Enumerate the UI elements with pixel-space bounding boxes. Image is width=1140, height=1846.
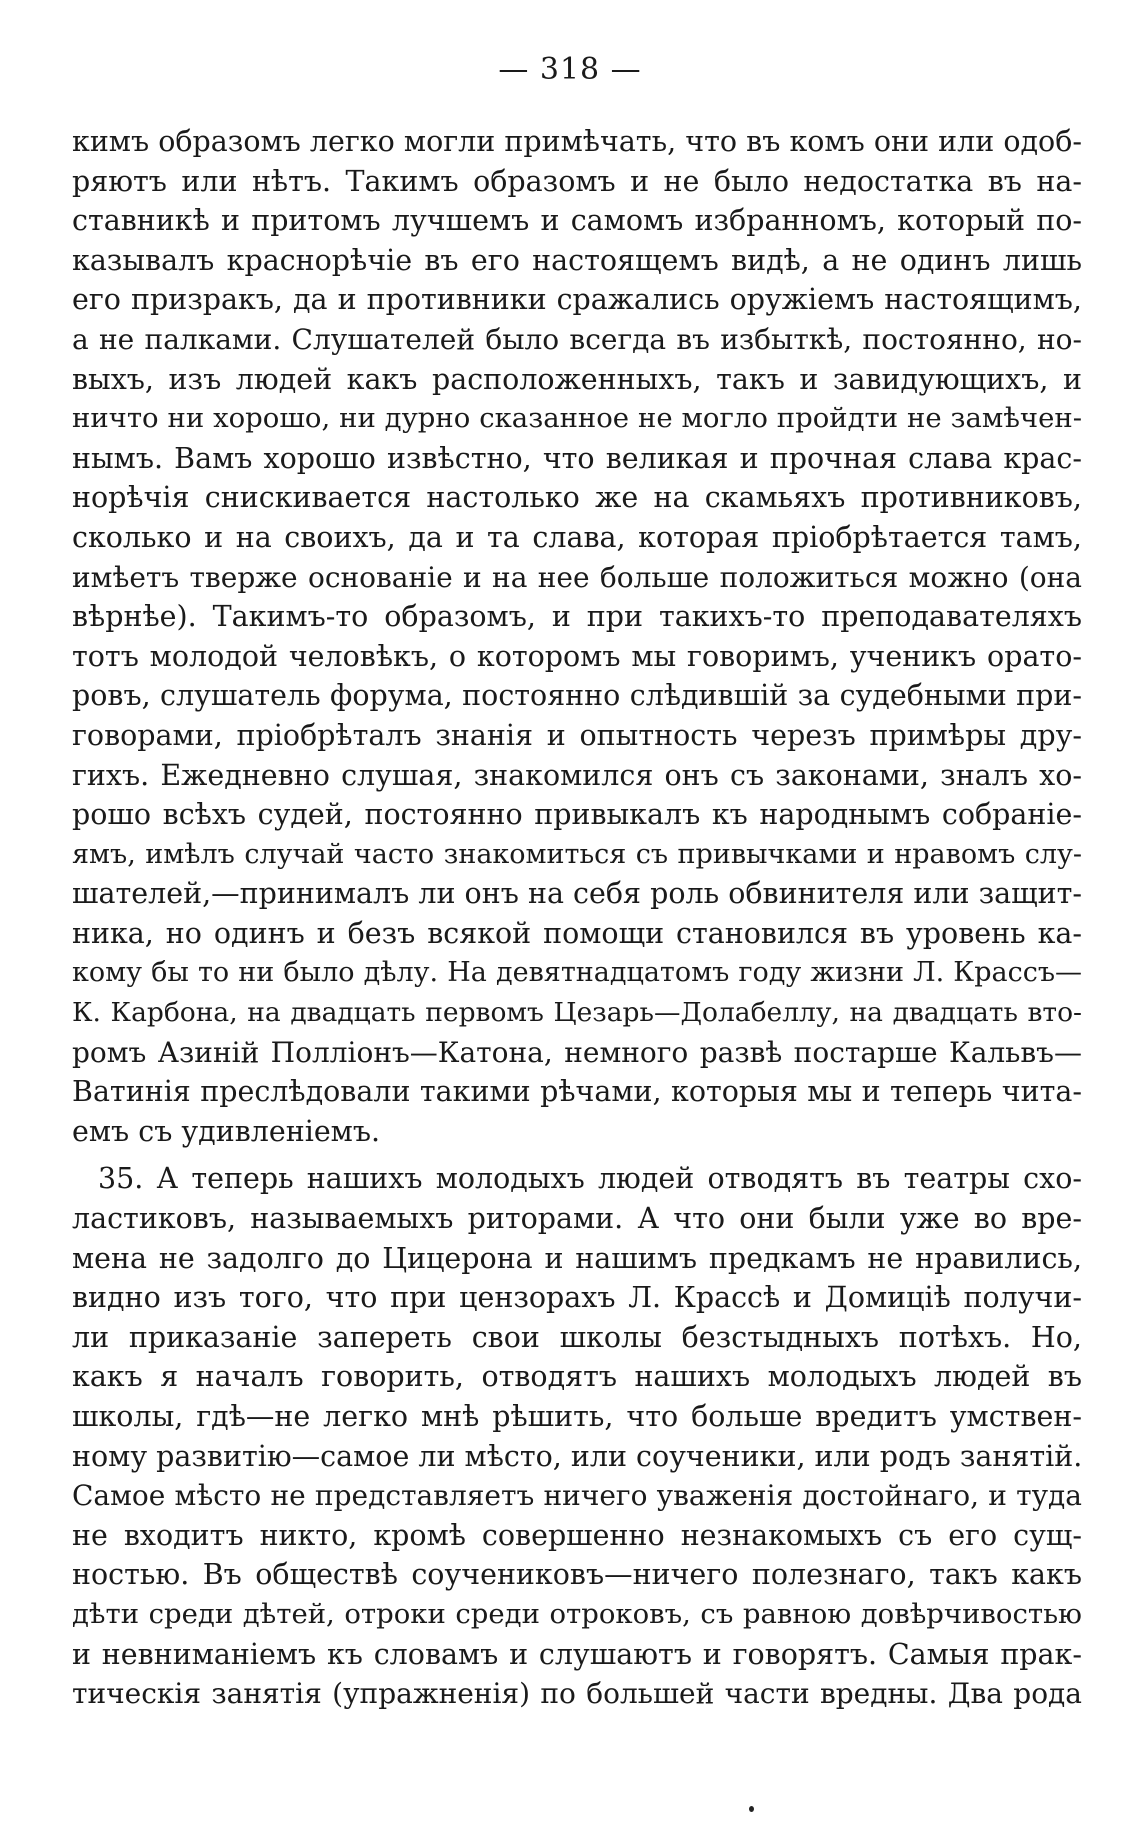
text-line: ровъ, слушатель форума, постоянно слѣдившій за судебными при- — [72, 679, 1082, 713]
text-line: дѣти среди дѣтей, отроки среди отроковъ, съ равною довѣрчивостью — [72, 1597, 1082, 1630]
text-line: выхъ, изъ людей какъ расположенныхъ, такъ и завидующихъ, и — [72, 362, 1082, 396]
text-line: ставникѣ и притомъ лучшемъ и самомъ избранномъ, который по- — [72, 204, 1082, 238]
paragraph-2 — [72, 1159, 1082, 1713]
text-line: ностью. Въ обществѣ соучениковъ—ничего полезнаго, такъ какъ — [72, 1558, 1082, 1592]
paragraph-gap — [72, 1151, 1082, 1159]
text-line: какъ я началъ говорить, отводятъ нашихъ молодыхъ людей въ — [72, 1360, 1082, 1394]
paragraph-1 — [72, 122, 1082, 1151]
text-line: гихъ. Ежедневно слушая, знакомился онъ съ законами, зналъ хо- — [72, 758, 1082, 792]
text-line: вѣрнѣе). Такимъ-то образомъ, и при такихъ-то преподавателяхъ — [72, 600, 1082, 634]
text-line: сколько и на своихъ, да и та слава, которая пріобрѣтается тамъ, — [72, 520, 1082, 554]
text-line: не входитъ никто, кромѣ совершенно незнакомыхъ съ его сущ- — [72, 1518, 1082, 1552]
text-line: говорами, пріобрѣталъ знанія и опытность черезъ примѣры дру- — [72, 718, 1082, 752]
text-line: кому бы то ни было дѣлу. На девятнадцатомъ году жизни Л. Крассъ— — [72, 957, 1082, 989]
text-line: шателей,—принималъ ли онъ на себя роль обвинителя или защит- — [72, 877, 1082, 911]
text-line: ному развитію—самое ли мѣсто, или соученики, или родъ занятій. — [72, 1439, 1082, 1473]
text-line: К. Карбона, на двадцать первомъ Цезарь—Долабеллу, на двадцать вто- — [72, 997, 1082, 1029]
text-line: рошо всѣхъ судей, постоянно привыкалъ къ народнымъ собраніе- — [72, 798, 1082, 832]
page-text — [72, 122, 1082, 1714]
text-line: тическія занятія (упражненія) по большей части вредны. Два рода — [72, 1677, 1082, 1711]
ink-speck — [749, 1806, 754, 1812]
text-line: ничто ни хорошо, ни дурно сказанное не могло пройдти не замѣчен- — [72, 402, 1082, 435]
text-line: ромъ Азиній Полліонъ—Катона, немного развѣ постарше Кальвъ— — [72, 1035, 1082, 1069]
text-line: нымъ. Вамъ хорошо извѣстно, что великая и прочная слава крас- — [72, 441, 1082, 475]
text-line: Самое мѣсто не представляетъ ничего уваженія достойнаго, и туда — [72, 1479, 1082, 1513]
text-line: ника, но одинъ и безъ всякой помощи становился въ уровень ка- — [72, 916, 1082, 950]
text-line: его призракъ, да и противники сражались оружіемъ настоящимъ, — [72, 283, 1082, 317]
text-line: школы, гдѣ—не легко мнѣ рѣшить, что больше вредитъ умствен- — [72, 1400, 1082, 1433]
text-line: мена не задолго до Цицерона и нашимъ предкамъ не нравились, — [72, 1241, 1082, 1275]
text-line: емъ съ удивленіемъ. — [72, 1114, 381, 1148]
text-line: видно изъ того, что при цензорахъ Л. Крассѣ и Домиціѣ получи- — [72, 1281, 1082, 1315]
text-line: ли приказаніе запереть свои школы безстыдныхъ потѣхъ. Но, — [72, 1320, 1082, 1354]
text-line: казывалъ краснорѣчіе въ его настоящемъ видѣ, а не одинъ лишь — [72, 243, 1082, 277]
text-line: ямъ, имѣлъ случай часто знакомиться съ привычками и нравомъ слу- — [72, 838, 1082, 870]
text-line: ряютъ или нѣтъ. Такимъ образомъ и не было недостатка въ на- — [72, 164, 1082, 198]
text-line: 35. А теперь нашихъ молодыхъ людей отводятъ въ театры схо- — [98, 1162, 1082, 1196]
text-line: имѣетъ тверже основаніе и на нее больше положиться можно (она — [72, 560, 1082, 594]
page-number: — 318 — — [498, 52, 642, 87]
text-line: и невниманіемъ къ словамъ и слушаютъ и говорятъ. Самыя прак- — [72, 1637, 1082, 1671]
text-line: ластиковъ, называемыхъ риторами. А что они были уже во вре- — [72, 1202, 1082, 1236]
text-line: тотъ молодой человѣкъ, о которомъ мы говоримъ, ученикъ орато- — [72, 639, 1082, 673]
text-line: норѣчія снискивается настолько же на скамьяхъ противниковъ, — [72, 481, 1082, 515]
text-line: Ватинія преслѣдовали такими рѣчами, которыя мы и теперь чита- — [72, 1075, 1082, 1109]
text-line: а не палками. Слушателей было всегда въ избыткѣ, постоянно, но- — [72, 322, 1082, 356]
text-line: кимъ образомъ легко могли примѣчать, что въ комъ они или одоб- — [72, 125, 1082, 158]
